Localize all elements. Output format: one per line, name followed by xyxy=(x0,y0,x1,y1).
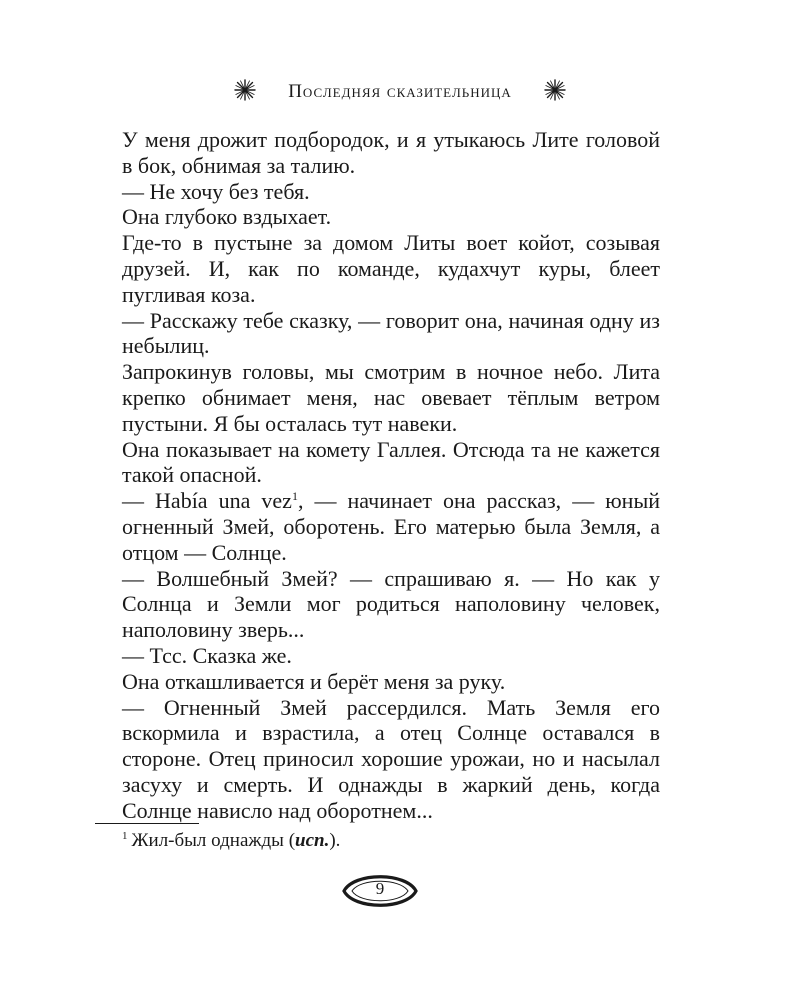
paragraph: — Расскажу тебе сказку, — говорит она, начиная одну из небылиц. xyxy=(122,307,660,359)
star-ornament-right-icon xyxy=(544,79,566,101)
page-number-ornament xyxy=(340,868,420,914)
body-text xyxy=(122,127,660,824)
footnote-mark: 1 xyxy=(122,830,128,842)
paragraph-text: — Había una vez xyxy=(122,488,292,514)
paragraph: У меня дрожит подбородок, и я утыкаюсь Лите головой в бок, обнимая за талию. xyxy=(122,127,660,178)
paragraph: Она глубоко вздыхает. xyxy=(122,204,332,230)
paragraph: — Тсс. Сказка же. xyxy=(122,642,292,668)
footnote-text-end: ). xyxy=(329,830,341,851)
footnote xyxy=(122,829,340,853)
running-head xyxy=(0,79,800,105)
paragraph: — Огненный Змей рассердился. Мать Земля его вскормила и взрастила, а отец Солнце оставался в стороне. Отец приносил хорошие урожаи, но и насылал засуху и смерть. И однажды в жаркий день, когда Солнце нависло над оборотнем... xyxy=(122,694,660,823)
paragraph: Где-то в пустыне за домом Литы воет койот, созывая друзей. И, как по команде, кудахчут куры, блеет пугливая коза. xyxy=(122,230,660,307)
footnote-divider xyxy=(95,823,199,824)
paragraph: Она откашливается и берёт меня за руку. xyxy=(122,668,506,694)
page-number: 9 xyxy=(375,879,385,898)
footnote-abbreviation: исп. xyxy=(295,830,330,851)
running-head-title: Последняя сказительница xyxy=(288,81,512,102)
star-ornament-left-icon xyxy=(234,79,256,101)
paragraph: Она показывает на комету Галлея. Отсюда та не кажется такой опасной. xyxy=(122,436,660,488)
paragraph: — Не хочу без тебя. xyxy=(122,178,310,204)
footnote-text: Жил-был однажды ( xyxy=(131,830,296,851)
paragraph: — Волшебный Змей? — спрашиваю я. — Но как у Солнца и Земли мог родиться наполовину человек, наполовину зверь... xyxy=(122,565,660,643)
footnote-reference: 1 xyxy=(291,489,298,504)
paragraph-with-footnote xyxy=(122,488,660,565)
paragraph: Запрокинув головы, мы смотрим в ночное небо. Лита крепко обнимает меня, нас овевает тёплым ветром пустыни. Я бы осталась тут навеки. xyxy=(122,359,660,436)
paragraph-text: , — начинает она рассказ, — юный огненный Змей, оборотень. Его матерью была Земля, а отцом — Солнце. xyxy=(122,488,661,565)
